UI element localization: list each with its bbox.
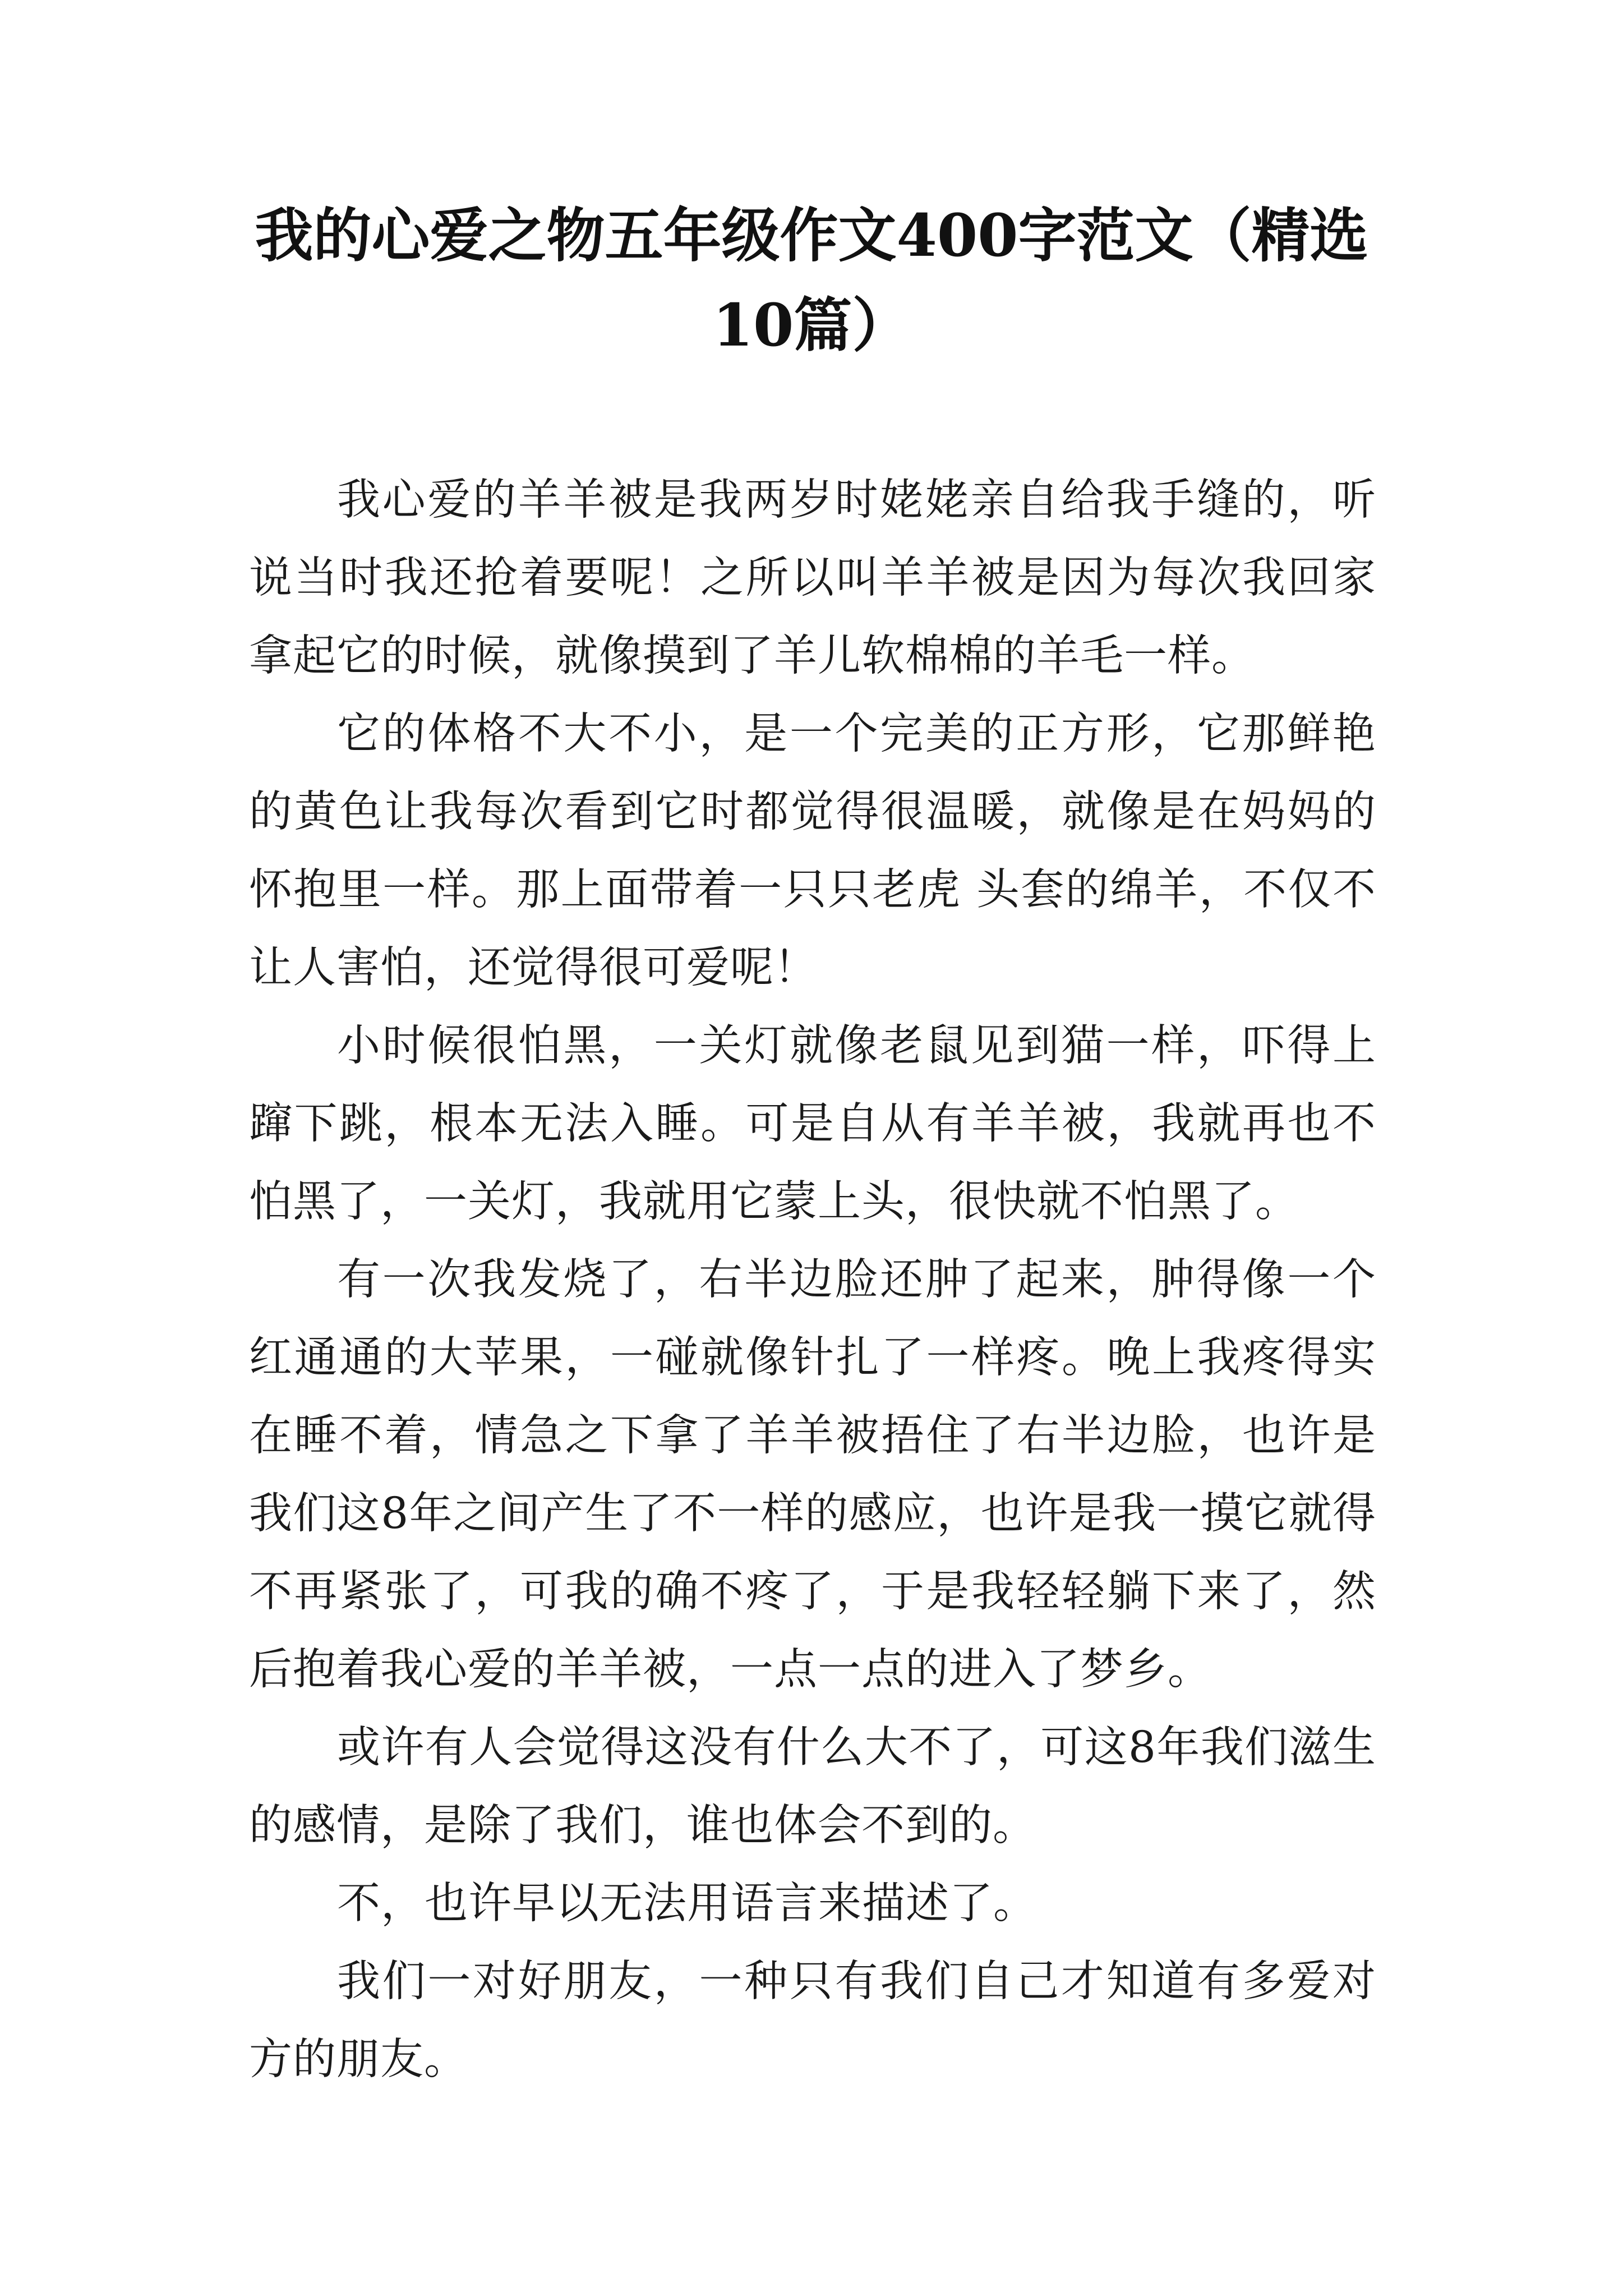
document-title <box>236 191 1387 370</box>
paragraph: 它的体格不大不小，是一个完美的正方形，它那鲜艳的黄色让我每次看到它时都觉得很温暖，就像是在妈妈的怀抱里一样。那上面带着一只只老虎 头套的绵羊，不仅不让人害怕，还觉得很可爱呢！ <box>249 709 1376 993</box>
paragraph: 我心爱的羊羊被是我两岁时姥姥亲自给我手缝的，听说当时我还抢着要呢！之所以叫羊羊被是因为每次我回家拿起它的时候，就像摸到了羊儿软棉棉的羊毛一样。 <box>249 475 1376 681</box>
paragraph: 不，也许早以无法用语言来描述了。 <box>337 1879 1037 1929</box>
document-body <box>249 461 1376 2099</box>
title-line-1: 我的心爱之物五年级作文400字范文（精选 <box>255 201 1368 270</box>
paragraph: 有一次我发烧了，右半边脸还肿了起来，肿得像一个红通通的大苹果，一碰就像针扎了一样疼。晚上我疼得实在睡不着，情急之下拿了羊羊被捂住了右半边脸，也许是我们这8年之间产生了不一样的感应，也许是我一摸它就得不再紧张了，可我的确不疼了，于是我轻轻躺下来了，然后抱着我心爱的羊羊被，一点一点的进入了梦乡。 <box>249 1255 1376 1695</box>
paragraph: 或许有人会觉得这没有什么大不了，可这8年我们滋生的感情，是除了我们，谁也体会不到的。 <box>249 1723 1376 1851</box>
paragraph: 我们一对好朋友，一种只有我们自己才知道有多爱对方的朋友。 <box>249 1957 1376 2085</box>
title-line-2: 10篇） <box>712 291 911 360</box>
paragraph: 小时候很怕黑，一关灯就像老鼠见到猫一样，吓得上蹿下跳，根本无法入睡。可是自从有羊羊被，我就再也不怕黑了，一关灯，我就用它蒙上头，很快就不怕黑了。 <box>249 1021 1376 1227</box>
